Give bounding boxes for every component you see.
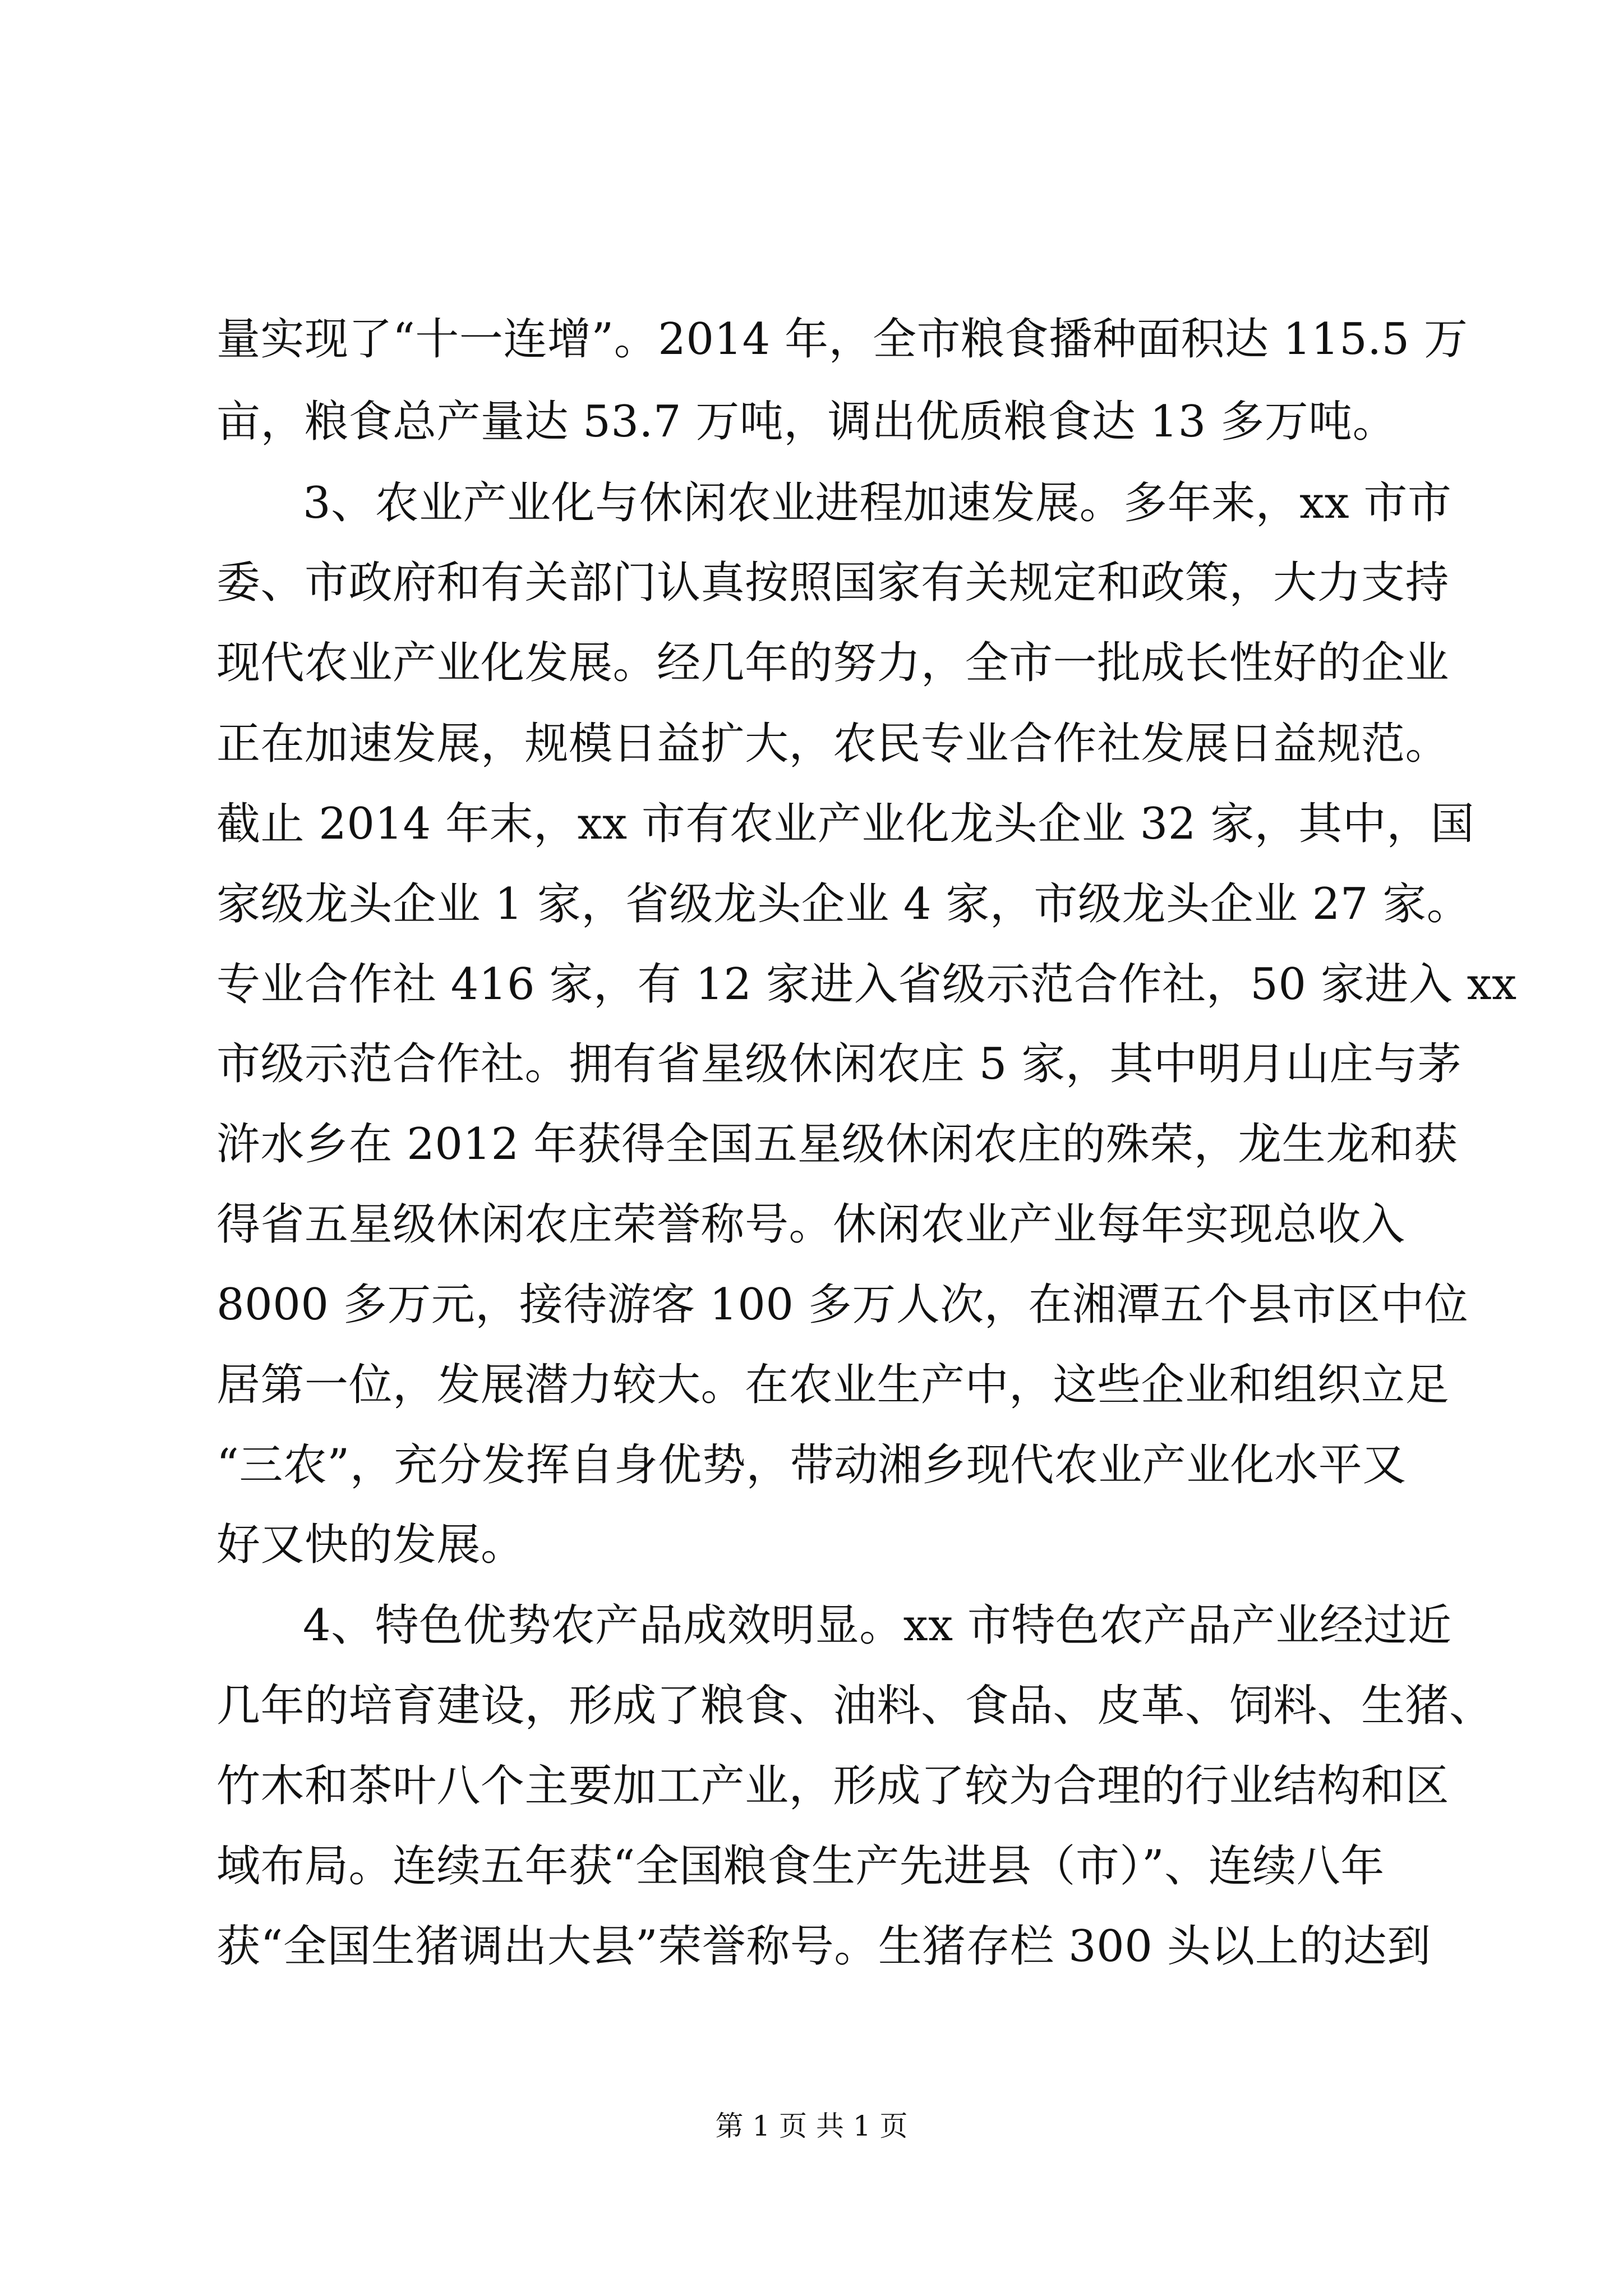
text-line: 亩，粮食总产量达 53.7 万吨，调出优质粮食达 13 多万吨。 [216,397,1397,447]
paragraph-start-line: 3、农业产业化与休闲农业进程加速发展。多年来，xx 市市 [303,478,1452,528]
text-line: 专业合作社 416 家，有 12 家进入省级示范合作社，50 家进入 xx [216,959,1517,1010]
text-line: “三农”，充分发挥自身优势，带动湘乡现代农业产业化水平又 [216,1440,1407,1490]
text-line: 现代农业产业化发展。经几年的努力，全市一批成长性好的企业 [216,638,1450,688]
paragraph-start-line: 4、特色优势农产品成效明显。xx 市特色农产品产业经过近 [303,1600,1452,1651]
text-line: 竹木和茶叶八个主要加工产业，形成了较为合理的行业结构和区 [216,1761,1450,1811]
text-line: 8000 多万元，接待游客 100 多万人次，在湘潭五个县市区中位 [216,1280,1469,1330]
text-line: 截止 2014 年末，xx 市有农业产业化龙头企业 32 家，其中，国 [216,799,1475,849]
page-number-footer: 第 1 页 共 1 页 [715,2110,908,2142]
text-line: 家级龙头企业 1 家，省级龙头企业 4 家，市级龙头企业 27 家。 [216,879,1471,930]
text-line: 好又快的发展。 [216,1520,525,1570]
text-line: 获“全国生猪调出大县”荣誉称号。生猪存栏 300 头以上的达到 [216,1921,1431,1972]
text-line: 量实现了“十一连增”。2014 年，全市粮食播种面积达 115.5 万 [216,314,1468,365]
text-line: 得省五星级休闲农庄荣誉称号。休闲农业产业每年实现总收入 [216,1199,1405,1250]
text-line: 市级示范合作社。拥有省星级休闲农庄 5 家，其中明月山庄与茅 [216,1039,1462,1089]
text-line: 正在加速发展，规模日益扩大，农民专业合作社发展日益规范。 [216,719,1450,769]
text-line: 几年的培育建设，形成了粮食、油料、食品、皮革、饲料、生猪、 [216,1681,1493,1731]
text-line: 委、市政府和有关部门认真按照国家有关规定和政策，大力支持 [216,558,1450,608]
text-line: 浒水乡在 2012 年获得全国五星级休闲农庄的殊荣，龙生龙和获 [216,1119,1458,1170]
text-line: 居第一位，发展潜力较大。在农业生产中，这些企业和组织立足 [216,1360,1450,1410]
text-line: 域布局。连续五年获“全国粮食生产先进县（市）”、连续八年 [216,1841,1385,1892]
